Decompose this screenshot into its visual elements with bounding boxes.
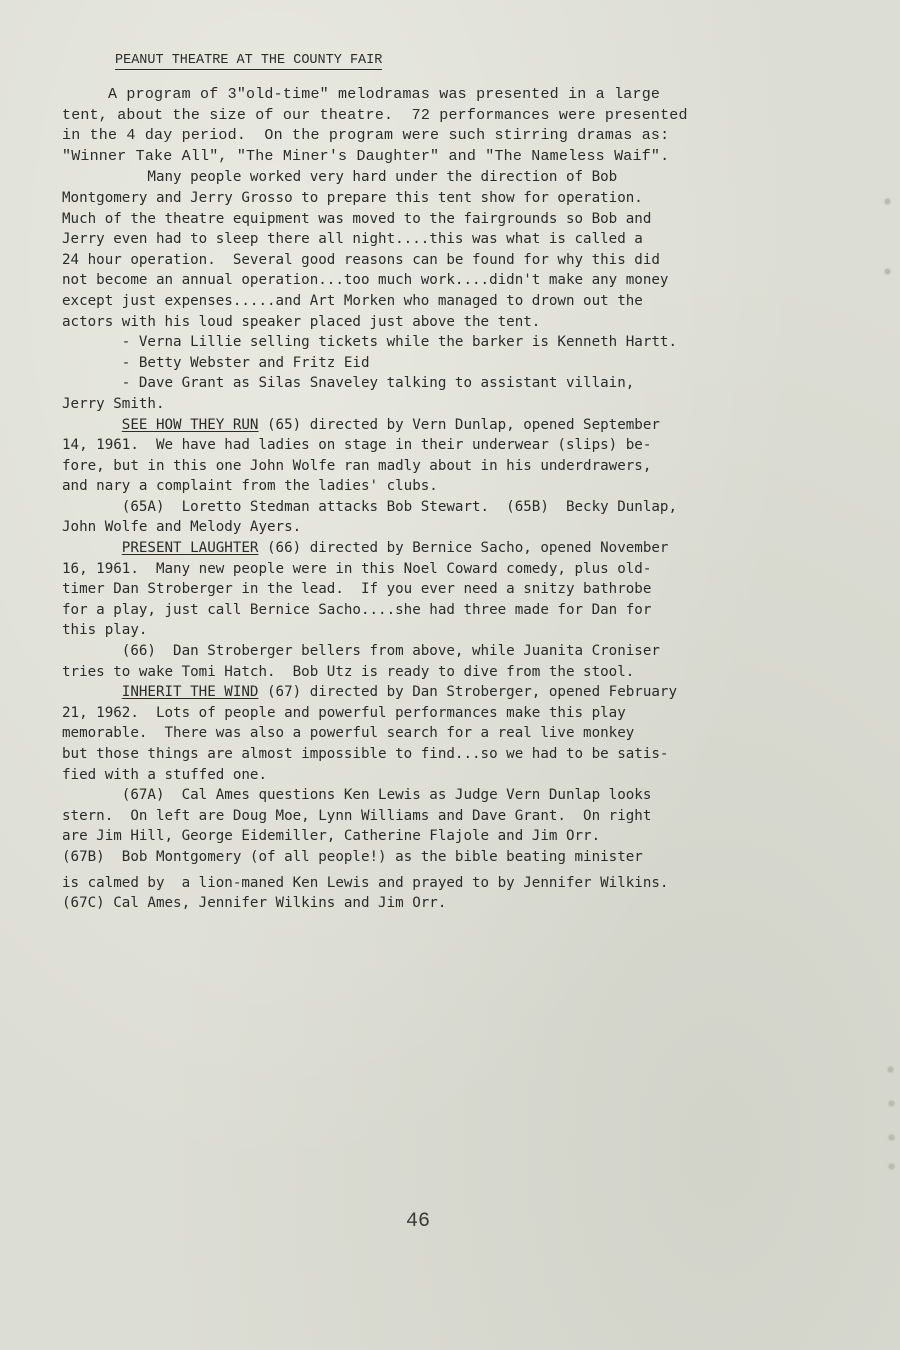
inherit-the-wind-heading-line [62,682,822,703]
inherit-line: but those things are almost impossible to find...so we had to be satis- [62,746,669,762]
fair-detail-line: Much of the theatre equipment was moved to the fairgrounds so Bob and [62,210,652,227]
caption-line: tries to wake Tomi Hatch. Bob Utz is ready to dive from the stool. [62,663,635,680]
fair-detail-line: Montgomery and Jerry Grosso to prepare this tent show for operation. [62,189,643,206]
punch-hole-mark [889,1101,894,1106]
caption-line: (67B) Bob Montgomery (of all people!) as the bible beating minister [62,848,643,865]
punch-hole-mark [889,1135,894,1140]
inherit-line: (67) directed by Dan Stroberger, opened February [258,684,678,701]
present-line: 16, 1961. Many new people were in this Noel Coward comedy, plus old- [62,560,652,577]
caption-line: stern. On left are Doug Moe, Lynn Williams and Dave Grant. On right [62,807,652,824]
see-how-line: 14, 1961. We have had ladies on stage in their underwear (slips) be- [62,437,652,454]
page-title: PEANUT THEATRE AT THE COUNTY FAIR [115,53,383,68]
fair-detail-line: Many people worked very hard under the direction of Bob [62,169,618,186]
inherit-line: 21, 1962. Lots of people and powerful performances make this play [62,704,626,721]
present-line: (66) directed by Bernice Sacho, opened November [258,540,669,557]
fair-detail-line: except just expenses.....and Art Morken who managed to drown out the [62,292,643,309]
present-line: for a play, just call Bernice Sacho....she had three made for Dan for [62,601,652,618]
inherit-line: fied with a stuffed one. [62,766,267,783]
caption-line: (65A) Loretto Stedman attacks Bob Stewart. (65B) Becky Dunlap, [62,498,677,515]
document-body [62,85,822,914]
see-how-they-run-heading-line [62,415,822,436]
page-number: 46 [406,1210,431,1233]
inherit-line: memorable. There was also a powerful search for a real live monkey [62,725,635,742]
see-how-line: and nary a complaint from the ladies' clubs. [62,478,438,495]
punch-hole-mark [889,1164,894,1169]
see-how-line: (65) directed by Vern Dunlap, opened September [258,416,660,433]
play-title-present-laughter: PRESENT LAUGHTER [121,540,259,557]
fair-paragraph-line: in the 4 day period. On the program were such stirring dramas as: [62,127,670,145]
punch-hole-mark [888,1067,893,1072]
caption-line: - Verna Lillie selling tickets while the barker is Kenneth Hartt. [62,334,677,351]
caption-line: is calmed by a lion-maned Ken Lewis and prayed to by Jennifer Wilkins. [62,874,669,891]
present-line: this play. [62,622,148,639]
present-laughter-heading-line [62,538,822,559]
fair-paragraph-line: tent, about the size of our theatre. 72 performances were presented [62,106,688,124]
caption-line: (66) Dan Stroberger bellers from above, while Juanita Croniser [62,643,660,660]
play-title-see-how-they-run: SEE HOW THEY RUN [121,416,259,433]
punch-hole-mark [885,199,890,204]
fair-detail-line: actors with his loud speaker placed just above the tent. [62,313,541,330]
fair-paragraph-line: A program of 3"old-time" melodramas was presented in a large [62,86,661,103]
caption-line: - Betty Webster and Fritz Eid [62,354,370,371]
caption-line: Jerry Smith. [62,395,165,412]
fair-detail-line: 24 hour operation. Several good reasons can be found for why this did [62,251,660,268]
caption-line: (67A) Cal Ames questions Ken Lewis as Judge Vern Dunlap looks [62,787,652,804]
caption-line: John Wolfe and Melody Ayers. [62,519,302,536]
fair-detail-line: not become an annual operation...too much work....didn't make any money [62,272,669,289]
fair-paragraph-line: "Winner Take All", "The Miner's Daughter" and "The Nameless Waif". [62,147,670,165]
fair-detail-line: Jerry even had to sleep there all night....this was what is called a [62,231,643,248]
punch-hole-mark [885,269,890,274]
caption-line: - Dave Grant as Silas Snaveley talking to assistant villain, [62,375,635,392]
caption-line: (67C) Cal Ames, Jennifer Wilkins and Jim Orr. [62,895,447,912]
see-how-line: fore, but in this one John Wolfe ran madly about in his underdrawers, [62,457,652,474]
present-line: timer Dan Stroberger in the lead. If you ever need a snitzy bathrobe [62,581,652,598]
caption-line: are Jim Hill, George Eidemiller, Catherine Flajole and Jim Orr. [62,828,601,845]
play-title-inherit-the-wind: INHERIT THE WIND [121,684,259,701]
